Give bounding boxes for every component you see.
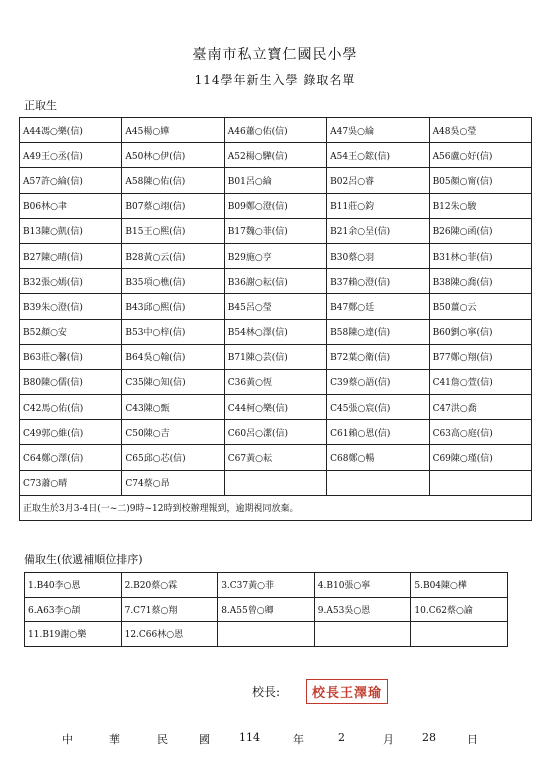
student-cell: C44柯○樂(信): [224, 395, 326, 420]
student-cell: C67黃○耘: [224, 445, 326, 470]
student-cell: C49郭○維(信): [20, 420, 122, 445]
waitlist-table: [24, 572, 508, 647]
student-cell: B52顏○安: [20, 319, 122, 344]
student-cell: 7.C71蔡○翔: [121, 597, 218, 622]
date-part: 日: [467, 733, 478, 746]
date-part: 國: [199, 733, 210, 746]
date-part: 月: [383, 733, 394, 746]
student-cell: C50陳○吉: [122, 420, 224, 445]
student-cell: B09鄭○澄(信): [224, 193, 326, 218]
student-cell: 2.B20蔡○霖: [121, 573, 218, 598]
table-row: [20, 243, 532, 268]
student-cell: C47洪○喬: [429, 395, 531, 420]
table-row: [20, 344, 532, 369]
student-cell: B64吳○翰(信): [122, 344, 224, 369]
student-cell: B13陳○凱(信): [20, 218, 122, 243]
student-cell: C69陳○瑾(信): [429, 445, 531, 470]
student-cell: B12朱○駿: [429, 193, 531, 218]
student-cell: B77鄭○翔(信): [429, 344, 531, 369]
table-row: [20, 369, 532, 394]
student-cell: C42馬○佑(信): [20, 395, 122, 420]
student-cell: A46蕭○佑(信): [224, 118, 326, 143]
table-row: [20, 395, 532, 420]
student-cell: B01呂○綸: [224, 168, 326, 193]
student-cell: B35項○樵(信): [122, 269, 224, 294]
student-cell: B37賴○澄(信): [327, 269, 429, 294]
principal-label: 校長:: [252, 685, 281, 699]
student-cell: C65邱○芯(信): [122, 445, 224, 470]
student-cell: B07蔡○翊(信): [122, 193, 224, 218]
date-part: 華: [109, 733, 120, 746]
date-part: 民: [157, 733, 168, 746]
table-row: [20, 118, 532, 143]
student-cell: B26陳○函(信): [429, 218, 531, 243]
student-cell: C41詹○萱(信): [429, 369, 531, 394]
student-cell: B39朱○澄(信): [20, 294, 122, 319]
table-row: [20, 319, 532, 344]
student-cell: B15王○熙(信): [122, 218, 224, 243]
student-cell: [314, 622, 411, 647]
student-cell: 11.B19謝○樂: [25, 622, 122, 647]
student-cell: B58陳○達(信): [327, 319, 429, 344]
student-cell: C73蕭○晴: [20, 470, 122, 495]
student-cell: A58陳○佑(信): [122, 168, 224, 193]
registration-note: 正取生於3月3-4日(一~二)9時~12時到校辦理報到，逾期視同放棄。: [20, 495, 532, 520]
student-cell: B63莊○馨(信): [20, 344, 122, 369]
student-cell: A44馮○樂(信): [20, 118, 122, 143]
table-row: [20, 420, 532, 445]
student-cell: B47鄭○廷: [327, 294, 429, 319]
document-subtitle: 114學年新生入學 錄取名單: [194, 73, 356, 87]
student-cell: C61賴○恩(信): [327, 420, 429, 445]
student-cell: B45呂○瑩: [224, 294, 326, 319]
table-row: [20, 193, 532, 218]
student-cell: A45楊○嬅: [122, 118, 224, 143]
principal-seal: 校長王澤瑜: [306, 679, 388, 704]
student-cell: B06林○聿: [20, 193, 122, 218]
student-cell: B21余○呈(信): [327, 218, 429, 243]
student-cell: B27陳○晴(信): [20, 243, 122, 268]
student-cell: B36謝○耘(信): [224, 269, 326, 294]
student-cell: A49王○丞(信): [20, 143, 122, 168]
student-cell: C60呂○潔(信): [224, 420, 326, 445]
student-cell: B29施○亨: [224, 243, 326, 268]
date-part: 28: [422, 731, 436, 744]
main-admission-label: 正取生: [24, 99, 57, 112]
student-cell: 3.C37黃○菲: [218, 573, 315, 598]
student-cell: C39蔡○語(信): [327, 369, 429, 394]
student-cell: 9.A53吳○恩: [314, 597, 411, 622]
student-cell: B50薑○云: [429, 294, 531, 319]
student-cell: A52楊○驊(信): [224, 143, 326, 168]
table-row: [20, 470, 532, 495]
student-cell: C45張○宸(信): [327, 395, 429, 420]
table-row: [20, 445, 532, 470]
student-cell: A48吳○瑩: [429, 118, 531, 143]
table-row: [20, 168, 532, 193]
student-cell: B38陳○喬(信): [429, 269, 531, 294]
student-cell: 10.C62蔡○諭: [411, 597, 508, 622]
date-part: 2: [338, 731, 345, 744]
date-part: 114: [239, 731, 260, 744]
student-cell: B17魏○菲(信): [224, 218, 326, 243]
student-cell: B53中○梓(信): [122, 319, 224, 344]
student-cell: B43邱○熙(信): [122, 294, 224, 319]
table-row: [25, 573, 508, 598]
date-part: 中: [62, 733, 73, 746]
student-cell: B72葉○衛(信): [327, 344, 429, 369]
school-title: 臺南市私立寶仁國民小學: [192, 47, 358, 63]
table-row: [20, 294, 532, 319]
student-cell: A50林○伊(信): [122, 143, 224, 168]
student-cell: 5.B04陳○樺: [411, 573, 508, 598]
student-cell: 6.A63李○頡: [25, 597, 122, 622]
table-row: [20, 218, 532, 243]
student-cell: B32張○嫣(信): [20, 269, 122, 294]
student-cell: 12.C66林○恩: [121, 622, 218, 647]
table-row: [25, 622, 508, 647]
student-cell: [327, 470, 429, 495]
student-cell: C74蔡○昂: [122, 470, 224, 495]
student-cell: C36黃○恆: [224, 369, 326, 394]
student-cell: [224, 470, 326, 495]
student-cell: B80陳○儒(信): [20, 369, 122, 394]
student-cell: A56盧○好(信): [429, 143, 531, 168]
student-cell: 8.A55曾○卿: [218, 597, 315, 622]
date-part: 年: [293, 733, 304, 746]
student-cell: A54王○鋐(信): [327, 143, 429, 168]
main-admission-table: [19, 117, 532, 521]
student-cell: B11莊○鈞: [327, 193, 429, 218]
student-cell: B05顏○甯(信): [429, 168, 531, 193]
student-cell: [218, 622, 315, 647]
student-cell: B54林○澤(信): [224, 319, 326, 344]
student-cell: C64鄭○澤(信): [20, 445, 122, 470]
student-cell: A47吳○綸: [327, 118, 429, 143]
student-cell: C68鄭○暢: [327, 445, 429, 470]
student-cell: C35陳○知(信): [122, 369, 224, 394]
student-cell: B30蔡○羽: [327, 243, 429, 268]
waitlist-label: 備取生(依遞補順位排序): [24, 553, 143, 566]
student-cell: B60劉○寧(信): [429, 319, 531, 344]
student-cell: B02呂○睿: [327, 168, 429, 193]
student-cell: A57許○綸(信): [20, 168, 122, 193]
student-cell: C43陳○甄: [122, 395, 224, 420]
student-cell: B71陳○芸(信): [224, 344, 326, 369]
table-row: [20, 269, 532, 294]
student-cell: 1.B40李○恩: [25, 573, 122, 598]
table-row: [20, 495, 532, 520]
student-cell: [429, 470, 531, 495]
student-cell: [411, 622, 508, 647]
student-cell: C63高○庭(信): [429, 420, 531, 445]
student-cell: 4.B10張○寧: [314, 573, 411, 598]
student-cell: B28黃○云(信): [122, 243, 224, 268]
table-row: [20, 143, 532, 168]
table-row: [25, 597, 508, 622]
student-cell: B31林○菲(信): [429, 243, 531, 268]
